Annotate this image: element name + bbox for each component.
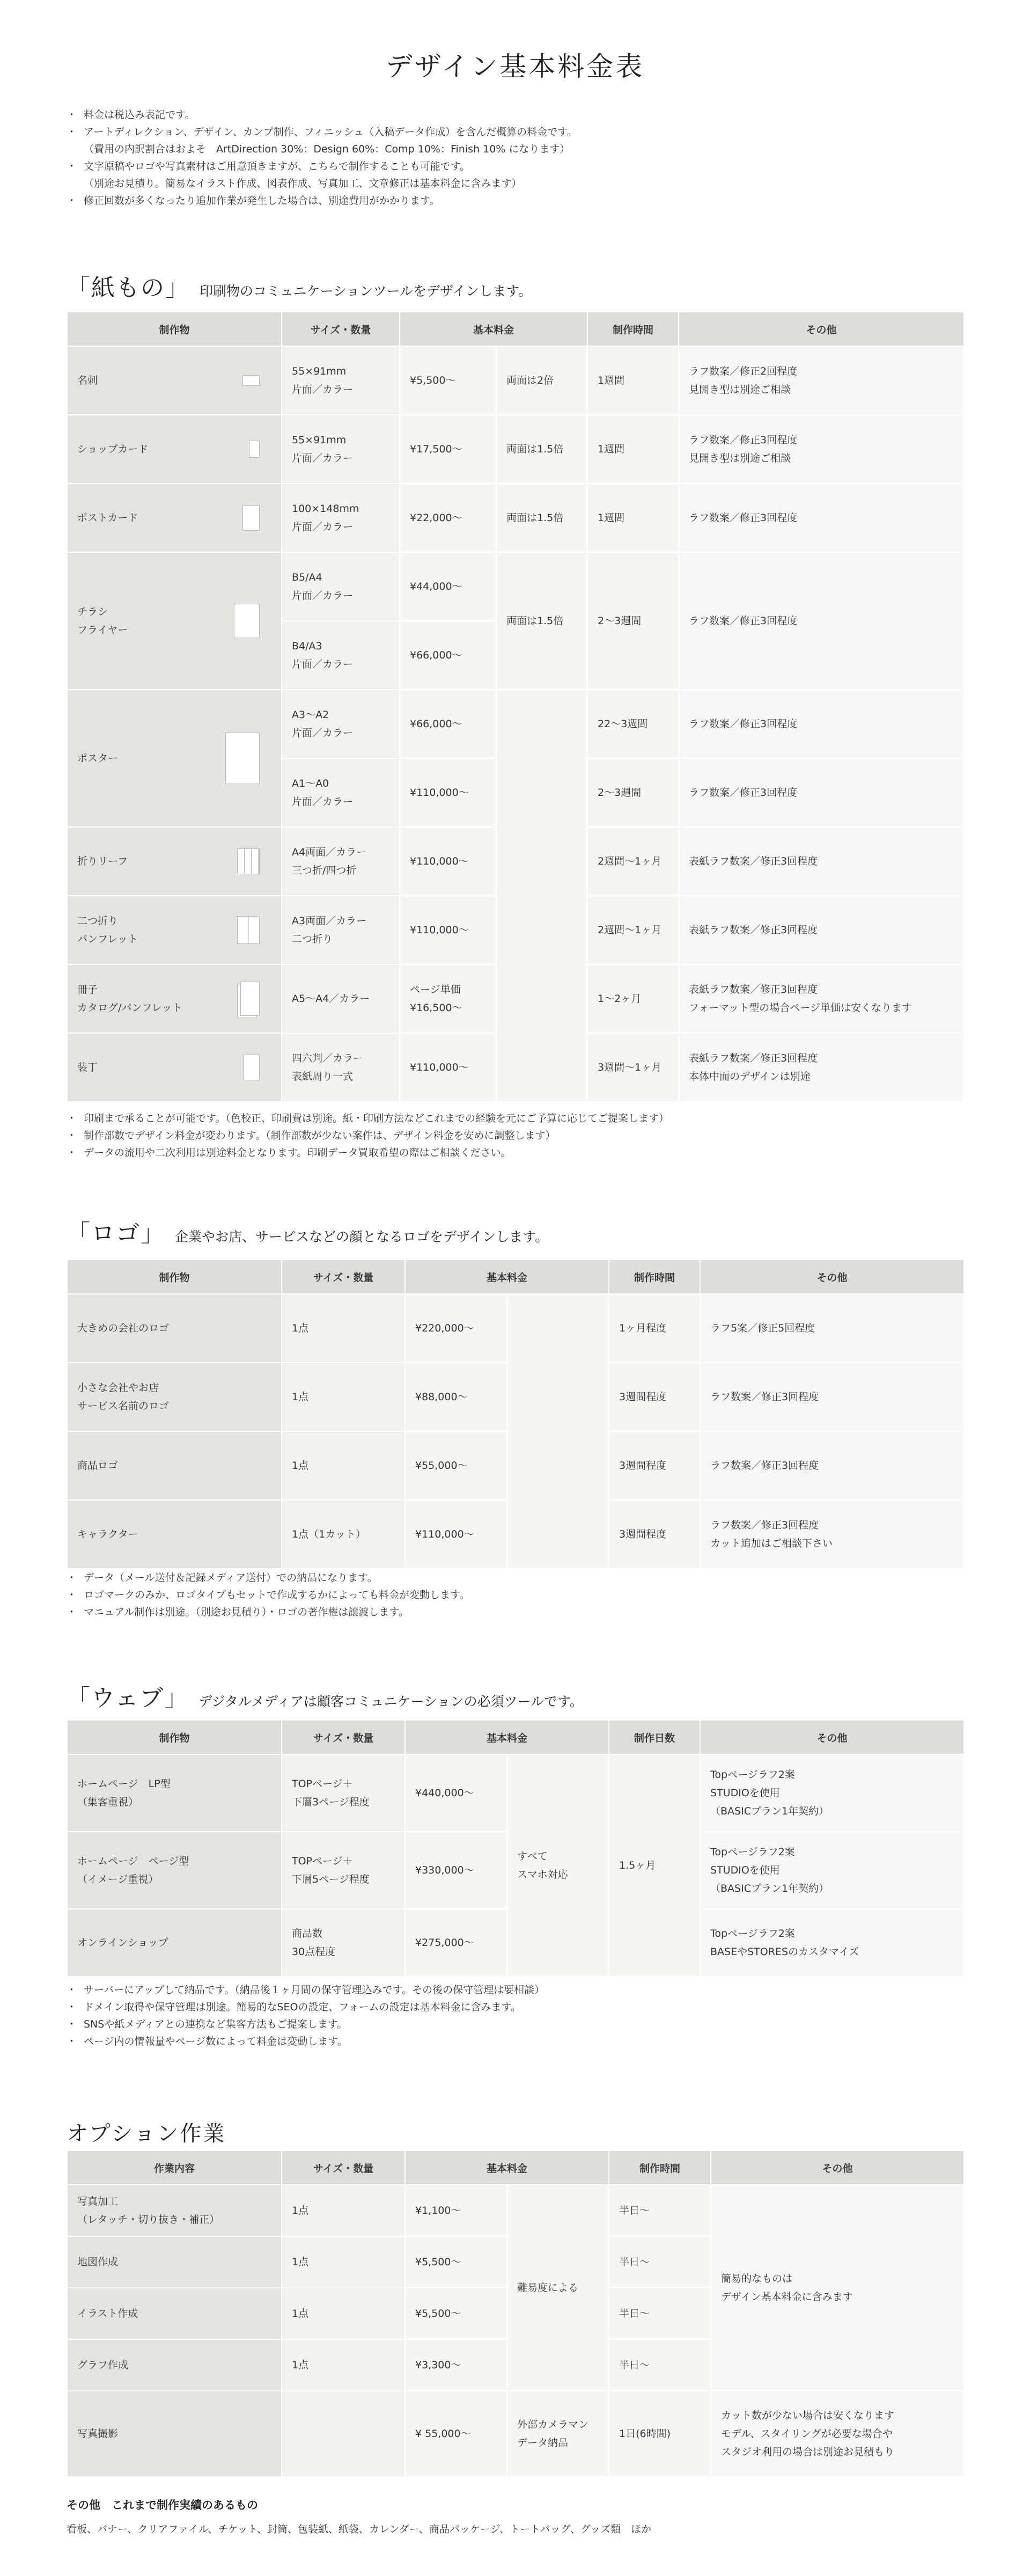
web-note: ・ SNSや紙メディアとの連携など集客方法もご提案します。 xyxy=(67,2016,979,2033)
poster-icon xyxy=(225,733,260,784)
business-card-icon xyxy=(242,375,260,386)
price-note-cell: 両面は1.5倍 xyxy=(496,484,587,552)
table-row xyxy=(67,2185,964,2236)
paper-table xyxy=(67,311,965,1102)
col-other: その他 xyxy=(700,1720,964,1754)
page-title: デザイン基本料金表 xyxy=(385,51,645,82)
price-cell: ¥110,000〜 xyxy=(400,827,496,896)
web-heading: 「ウェブ」 xyxy=(67,1685,189,1712)
table-row xyxy=(67,1754,964,1832)
col-size: サイズ・数量 xyxy=(282,1720,405,1754)
item-name: 冊子 カタログ/パンフレット xyxy=(77,984,182,1014)
price-cell: ¥17,500〜 xyxy=(400,415,496,484)
other-cell: 表紙ラフ数案／修正3回程度 フォーマット型の場合ページ単価は安くなります xyxy=(679,964,964,1033)
time-cell: 半日〜 xyxy=(609,2185,711,2236)
intro-note: ・ 料金は税込み表記です。 xyxy=(67,106,979,123)
price-note-cell xyxy=(496,690,587,1102)
col-price: 基本料金 xyxy=(400,312,587,346)
other-text: 看板、バナー、クリアファイル、チケット、封筒、包装紙、紙袋、カレンダー、商品パッケージ、トートバッグ、グッズ類 ほか xyxy=(67,2523,651,2535)
size-cell: TOPページ＋ 下層3ページ程度 xyxy=(282,1754,405,1832)
intro-note: ・ アートディレクション、デザイン、カンプ制作、フィニッシュ（入稿データ作成）を含んだ概算の料金です。 （費用の内訳割合はおよそ ArtDirection 30%：Design 60%：Comp 10%：Finish 10% になります） xyxy=(67,123,979,158)
other-cell: ラフ数案／修正3回程度 xyxy=(679,552,964,690)
col-time: 制作時間 xyxy=(609,1260,700,1294)
book-cover-icon xyxy=(244,1055,260,1080)
web-table xyxy=(67,1719,965,1977)
other-cell: 表紙ラフ数案／修正3回程度 xyxy=(679,827,964,896)
item-name: 商品ロゴ xyxy=(67,1431,282,1500)
item-name: 地図作成 xyxy=(67,2236,282,2288)
time-cell: 1週間 xyxy=(587,346,679,415)
other-cell: ラフ5案／修正5回程度 xyxy=(700,1294,964,1363)
item-name: ポストカード xyxy=(77,512,138,524)
other-cell: Topページラフ2案 STUDIOを使用 （BASICプラン1年契約） xyxy=(700,1754,964,1832)
price-cell: ¥66,000〜 xyxy=(400,690,496,758)
price-cell: ¥66,000〜 xyxy=(400,621,496,690)
size-cell: A5〜A4／カラー xyxy=(282,964,400,1033)
time-cell: 2週間〜1ヶ月 xyxy=(587,896,679,964)
logo-notes xyxy=(67,1569,979,1621)
size-cell: 1点 xyxy=(282,2236,405,2288)
web-subtitle: デジタルメディアは顧客コミュニケーションの必須ツールです。 xyxy=(198,1694,584,1709)
col-size: サイズ・数量 xyxy=(282,1260,405,1294)
col-time: 制作時間 xyxy=(609,2150,711,2185)
size-cell: 55×91mm 片面／カラー xyxy=(282,346,400,415)
price-cell: ¥5,500〜 xyxy=(405,2288,507,2339)
other-cell: ラフ数案／修正3回程度 見開き型は別途ご相談 xyxy=(679,415,964,484)
item-name: 名刺 xyxy=(77,375,98,386)
size-cell: A3両面／カラー 二つ折り xyxy=(282,896,400,964)
paper-subtitle: 印刷物のコミュニケーションツールをデザインします。 xyxy=(200,283,532,299)
flyer-icon xyxy=(234,604,260,638)
intro-note: ・ 修正回数が多くなったり追加作業が発生した場合は、別途費用がかかります。 xyxy=(67,192,979,209)
col-item: 制作物 xyxy=(67,1260,282,1294)
paper-heading: 「紙もの」 xyxy=(67,274,190,302)
time-cell: 3週間〜1ヶ月 xyxy=(587,1033,679,1102)
time-cell: 22〜3週間 xyxy=(587,690,679,758)
time-cell: 1ヶ月程度 xyxy=(609,1294,700,1363)
time-cell: 3週間程度 xyxy=(609,1363,700,1431)
col-task: 作業内容 xyxy=(67,2150,282,2185)
time-cell: 1週間 xyxy=(587,484,679,552)
option-section-title xyxy=(67,2117,226,2147)
days-cell: 1.5ヶ月 xyxy=(609,1754,700,1977)
time-cell: 半日〜 xyxy=(609,2288,711,2339)
size-cell: B4/A3 片面／カラー xyxy=(282,621,400,690)
time-cell: 2〜3週間 xyxy=(587,758,679,827)
web-note: ・ サーバーにアップして納品です。（納品後１ヶ月間の保守管理込みです。その後の保守管理は要相談） xyxy=(67,1981,979,1999)
col-other: その他 xyxy=(711,2150,964,2185)
price-note-cell: 難易度による xyxy=(507,2185,609,2391)
size-cell: TOPページ＋ 下層5ページ程度 xyxy=(282,1832,405,1909)
booklet-icon xyxy=(240,982,260,1016)
other-cell: ラフ数案／修正3回程度 xyxy=(700,1431,964,1500)
item-name: 装丁 xyxy=(77,1062,98,1073)
other-cell: Topページラフ2案 BASEやSTORESのカスタマイズ xyxy=(700,1909,964,1977)
price-note-cell: すべて スマホ対応 xyxy=(507,1754,609,1977)
col-item: 制作物 xyxy=(67,312,282,346)
logo-table xyxy=(67,1259,965,1569)
price-cell: ¥44,000〜 xyxy=(400,552,496,621)
web-notes xyxy=(67,1981,979,2050)
col-other: その他 xyxy=(679,312,964,346)
other-cell: 簡易的なものは デザイン基本料金に含みます xyxy=(711,2185,964,2391)
size-cell: B5/A4 片面／カラー xyxy=(282,552,400,621)
item-name: ホームページ ページ型 （イメージ重視） xyxy=(67,1832,282,1909)
time-cell: 半日〜 xyxy=(609,2339,711,2391)
option-table xyxy=(67,2150,965,2477)
intro-note: ・ 文字原稿やロゴや写真素材はご用意頂きますが、こちらで制作することも可能です。 （別途お見積り。簡易なイラスト作成、図表作成、写真加工、文章修正は基本料金に含みます） xyxy=(67,158,979,192)
price-cell: ¥110,000〜 xyxy=(400,758,496,827)
item-name: 写真加工 （レタッチ・切り抜き・補正） xyxy=(67,2185,282,2236)
price-note-cell: 両面は2倍 xyxy=(496,346,587,415)
price-cell: ¥5,500〜 xyxy=(400,346,496,415)
price-cell: ¥88,000〜 xyxy=(405,1363,507,1431)
other-cell: カット数が少ない場合は安くなります モデル、スタイリングが必要な場合や スタジオ利用の場合は別途お見積もり xyxy=(711,2391,964,2477)
time-cell: 3週間程度 xyxy=(609,1500,700,1569)
logo-note: ・ データ（メール送付＆記録メディア送付）での納品になります。 xyxy=(67,1569,979,1586)
col-time: 制作時間 xyxy=(587,312,679,346)
table-row xyxy=(67,1294,964,1363)
size-cell: A4両面／カラー 三つ折/四つ折 xyxy=(282,827,400,896)
price-cell: ¥275,000〜 xyxy=(405,1909,507,1977)
price-note-cell: 外部カメラマン データ納品 xyxy=(507,2391,609,2477)
price-cell: ¥3,300〜 xyxy=(405,2339,507,2391)
item-name: ショップカード xyxy=(77,443,149,455)
price-cell: ¥110,000〜 xyxy=(400,1033,496,1102)
price-cell: ¥330,000〜 xyxy=(405,1832,507,1909)
time-cell: 3週間程度 xyxy=(609,1431,700,1500)
price-cell: ¥ 55,000〜 xyxy=(405,2391,507,2477)
price-cell: ¥55,000〜 xyxy=(405,1431,507,1500)
other-cell: 表紙ラフ数案／修正3回程度 xyxy=(679,896,964,964)
time-cell: 1〜2ヶ月 xyxy=(587,964,679,1033)
postcard-icon xyxy=(242,505,260,531)
paper-note: ・ データの流用や二次利用は別途料金となります。印刷データ買取希望の際はご相談ください。 xyxy=(67,1144,979,1161)
other-cell: ラフ数案／修正2回程度 見開き型は別途ご相談 xyxy=(679,346,964,415)
folded-leaflet-icon xyxy=(237,848,260,874)
time-cell: 半日〜 xyxy=(609,2236,711,2288)
item-name: チラシ フライヤー xyxy=(77,606,128,636)
logo-subtitle: 企業やお店、サービスなどの顔となるロゴをデザインします。 xyxy=(175,1229,549,1245)
size-cell: A3〜A2 片面／カラー xyxy=(282,690,400,758)
option-heading: オプション作業 xyxy=(67,2121,226,2146)
time-cell: 2週間〜1ヶ月 xyxy=(587,827,679,896)
other-cell: ラフ数案／修正3回程度 xyxy=(679,758,964,827)
paper-note: ・ 制作部数でデザイン料金が変わります。（制作部数が少ない案件は、デザイン料金を安めに調整します） xyxy=(67,1127,979,1144)
other-cell: ラフ数案／修正3回程度 カット追加はご相談下さい xyxy=(700,1500,964,1569)
size-cell: 1点 xyxy=(282,2185,405,2236)
item-name: ポスター xyxy=(77,752,119,764)
item-name: キャラクター xyxy=(67,1500,282,1569)
size-cell: 1点 xyxy=(282,1431,405,1500)
web-note: ・ ドメイン取得や保守管理は別途。簡易的なSEOの設定、フォームの設定は基本料金に含みます。 xyxy=(67,1999,979,2016)
item-name: ホームページ LP型 （集客重視） xyxy=(67,1754,282,1832)
shop-card-icon xyxy=(249,441,260,458)
table-row xyxy=(67,552,964,621)
table-row xyxy=(67,484,964,552)
logo-note: ・ ロゴマークのみか、ロゴタイプもセットで作成するかによっても料金が変動します。 xyxy=(67,1586,979,1604)
size-cell: 1点 xyxy=(282,2288,405,2339)
item-name: 小さな会社やお店 サービス名前のロゴ xyxy=(67,1363,282,1431)
price-note-cell: 両面は1.5倍 xyxy=(496,552,587,690)
web-note: ・ ページ内の情報量やページ数によって料金は変動します。 xyxy=(67,2033,979,2050)
item-name: 写真撮影 xyxy=(67,2391,282,2477)
paper-note: ・ 印刷まで承ることが可能です。（色校正、印刷費は別途。紙・印刷方法などこれまでの経験を元にご予算に応じてご提案します） xyxy=(67,1110,979,1127)
price-cell: ¥110,000〜 xyxy=(405,1500,507,1569)
price-note-cell xyxy=(507,1294,609,1569)
size-cell: 1点（1カット） xyxy=(282,1500,405,1569)
other-cell: 表紙ラフ数案／修正3回程度 本体中面のデザインは別途 xyxy=(679,1033,964,1102)
table-row xyxy=(67,2391,964,2477)
item-name: 折りリーフ xyxy=(77,855,128,867)
time-cell: 1週間 xyxy=(587,415,679,484)
col-days: 制作日数 xyxy=(609,1720,700,1754)
table-row xyxy=(67,690,964,758)
web-section-title xyxy=(67,1679,583,1713)
col-item: 制作物 xyxy=(67,1720,282,1754)
item-name: 二つ折り パンフレット xyxy=(77,915,138,945)
price-cell: ¥440,000〜 xyxy=(405,1754,507,1832)
logo-section-title xyxy=(67,1214,548,1248)
item-name: グラフ作成 xyxy=(67,2339,282,2391)
size-cell: 1点 xyxy=(282,1363,405,1431)
col-price: 基本料金 xyxy=(405,2150,609,2185)
item-name: 大きめの会社のロゴ xyxy=(67,1294,282,1363)
item-name: オンラインショップ xyxy=(67,1909,282,1977)
other-cell: ラフ数案／修正3回程度 xyxy=(679,484,964,552)
other-cell: ラフ数案／修正3回程度 xyxy=(700,1363,964,1431)
col-price: 基本料金 xyxy=(405,1720,609,1754)
time-cell: 2〜3週間 xyxy=(587,552,679,690)
size-cell: 商品数 30点程度 xyxy=(282,1909,405,1977)
folded-pamphlet-icon xyxy=(237,916,260,944)
time-cell: 1日(6時間) xyxy=(609,2391,711,2477)
col-price: 基本料金 xyxy=(405,1260,609,1294)
paper-notes xyxy=(67,1110,979,1161)
price-cell: ¥110,000〜 xyxy=(400,896,496,964)
size-cell: 1点 xyxy=(282,1294,405,1363)
size-cell: 四六判／カラー 表紙周り一式 xyxy=(282,1033,400,1102)
item-name: イラスト作成 xyxy=(67,2288,282,2339)
other-cell: Topページラフ2案 STUDIOを使用 （BASICプラン1年契約） xyxy=(700,1832,964,1909)
size-cell: 100×148mm 片面／カラー xyxy=(282,484,400,552)
price-cell: ¥220,000〜 xyxy=(405,1294,507,1363)
table-row xyxy=(67,415,964,484)
table-row xyxy=(67,346,964,415)
other-cell: ラフ数案／修正3回程度 xyxy=(679,690,964,758)
col-other: その他 xyxy=(700,1260,964,1294)
size-cell: A1〜A0 片面／カラー xyxy=(282,758,400,827)
price-note-cell: 両面は1.5倍 xyxy=(496,415,587,484)
paper-section-title xyxy=(67,268,532,303)
other-title: その他 これまで制作実績のあるもの xyxy=(67,2499,258,2512)
price-cell: ページ単価 ¥16,500〜 xyxy=(400,964,496,1033)
intro-notes xyxy=(67,106,979,209)
size-cell: 1点 xyxy=(282,2339,405,2391)
price-cell: ¥5,500〜 xyxy=(405,2236,507,2288)
price-cell: ¥22,000〜 xyxy=(400,484,496,552)
size-cell: 55×91mm 片面／カラー xyxy=(282,415,400,484)
size-cell xyxy=(282,2391,405,2477)
col-size: サイズ・数量 xyxy=(282,312,400,346)
logo-heading: 「ロゴ」 xyxy=(67,1220,165,1247)
price-cell: ¥1,100〜 xyxy=(405,2185,507,2236)
logo-note: ・ マニュアル制作は別途。（別途お見積り）・ロゴの著作権は譲渡します。 xyxy=(67,1604,979,1621)
col-size: サイズ・数量 xyxy=(282,2150,405,2185)
